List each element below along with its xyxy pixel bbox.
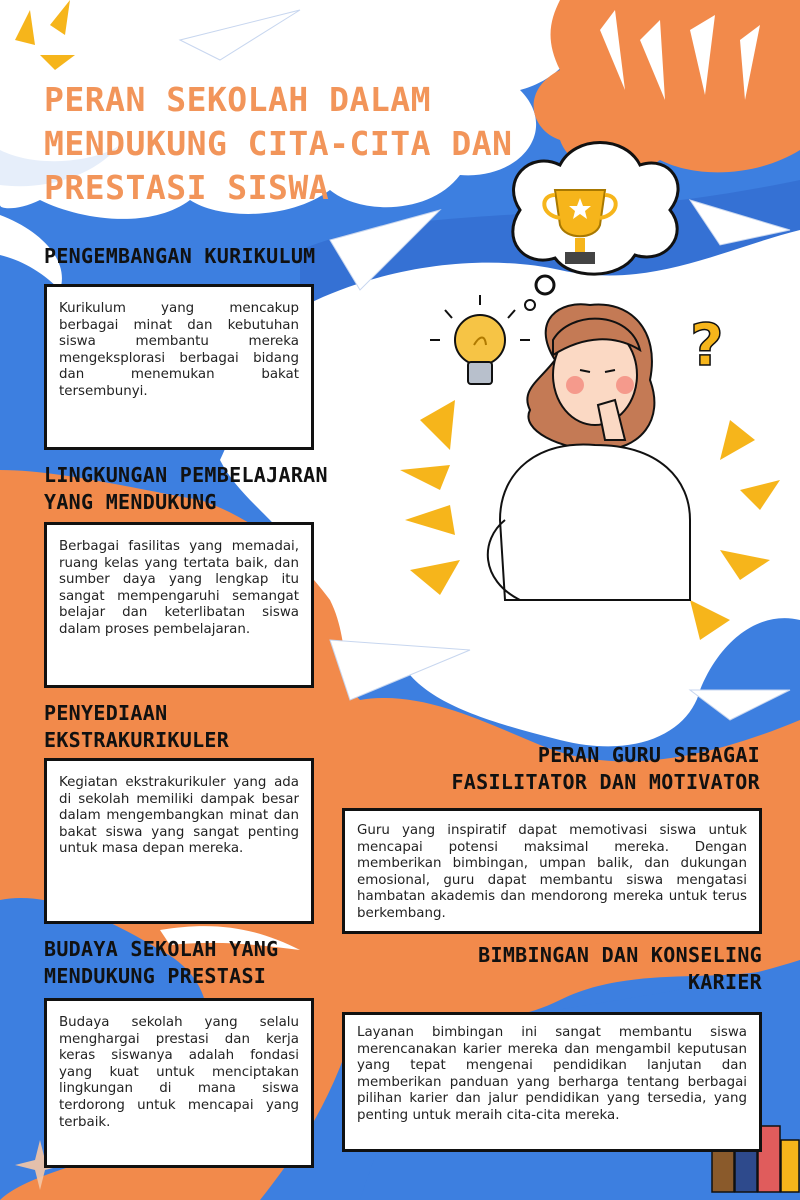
question-mark-icon bbox=[690, 311, 724, 379]
heading-penyediaan-ekstrakurikuler: PENYEDIAAN EKSTRAKURIKULER bbox=[44, 701, 230, 752]
heading-lingkungan-pembelajaran: LINGKUNGAN PEMBELAJARAN YANG MENDUKUNG bbox=[44, 463, 328, 514]
heading-budaya-sekolah: BUDAYA SEKOLAH YANG MENDUKUNG PRESTASI bbox=[44, 937, 279, 988]
svg-text:?: ? bbox=[690, 311, 724, 379]
section-text: Kegiatan ekstrakurikuler yang ada di sekolah memiliki dampak besar dalam mengembangkan minat dan bakat siswa yang sangat penting untuk masa depan mereka. bbox=[59, 775, 299, 857]
text-box-lingkungan-pembelajaran bbox=[44, 522, 314, 688]
text-box-budaya-sekolah bbox=[44, 998, 314, 1168]
section-text: Kurikulum yang mencakup berbagai minat dan kebutuhan siswa membantu mereka mengeksplorasi berbagai bidang dan menemukan bakat tersembunyi. bbox=[59, 301, 299, 399]
section-text: Budaya sekolah yang selalu menghargai prestasi dan kerja keras siswanya adalah fondasi yang kuat untuk menciptakan lingkungan di mana siswa terdorong untuk mencapai yang terbaik. bbox=[59, 1015, 299, 1130]
page-title: PERAN SEKOLAH DALAM MENDUKUNG CITA-CITA DAN PRESTASI SISWA bbox=[44, 80, 513, 207]
heading-bimbingan-konseling: BIMBINGAN DAN KONSELING KARIER bbox=[478, 943, 762, 994]
section-text: Berbagai fasilitas yang memadai, ruang kelas yang tertata baik, dan sumber daya yang lengkap itu sangat mempengaruhi semangat belajar dan keterlibatan siswa dalam proses pembelajaran. bbox=[59, 539, 299, 637]
text-box-peran-guru bbox=[342, 808, 762, 934]
text-box-bimbingan-konseling bbox=[342, 1012, 762, 1152]
heading-pengembangan-kurikulum: PENGEMBANGAN KURIKULUM bbox=[44, 244, 316, 268]
section-text: Guru yang inspiratif dapat memotivasi siswa untuk mencapai potensi maksimal mereka. Dengan memberikan bimbingan, umpan balik, dan dukungan emosional, guru dapat membantu siswa mengatasi hambatan akademis dan mendorong mereka untuk terus berkembang. bbox=[357, 823, 747, 921]
section-text: Layanan bimbingan ini sangat membantu siswa merencanakan karier mereka dan mengambil keputusan yang tepat mengenai pendidikan lanjutan dan memberikan panduan yang berharga tentang berbagai pilihan karier dan jalur pendidikan yang tersedia, yang penting untuk meraih cita-cita mereka. bbox=[357, 1025, 747, 1123]
text-box-penyediaan-ekstrakurikuler bbox=[44, 758, 314, 924]
text-box-pengembangan-kurikulum bbox=[44, 284, 314, 450]
heading-peran-guru: PERAN GURU SEBAGAI FASILITATOR DAN MOTIVATOR bbox=[451, 743, 760, 794]
